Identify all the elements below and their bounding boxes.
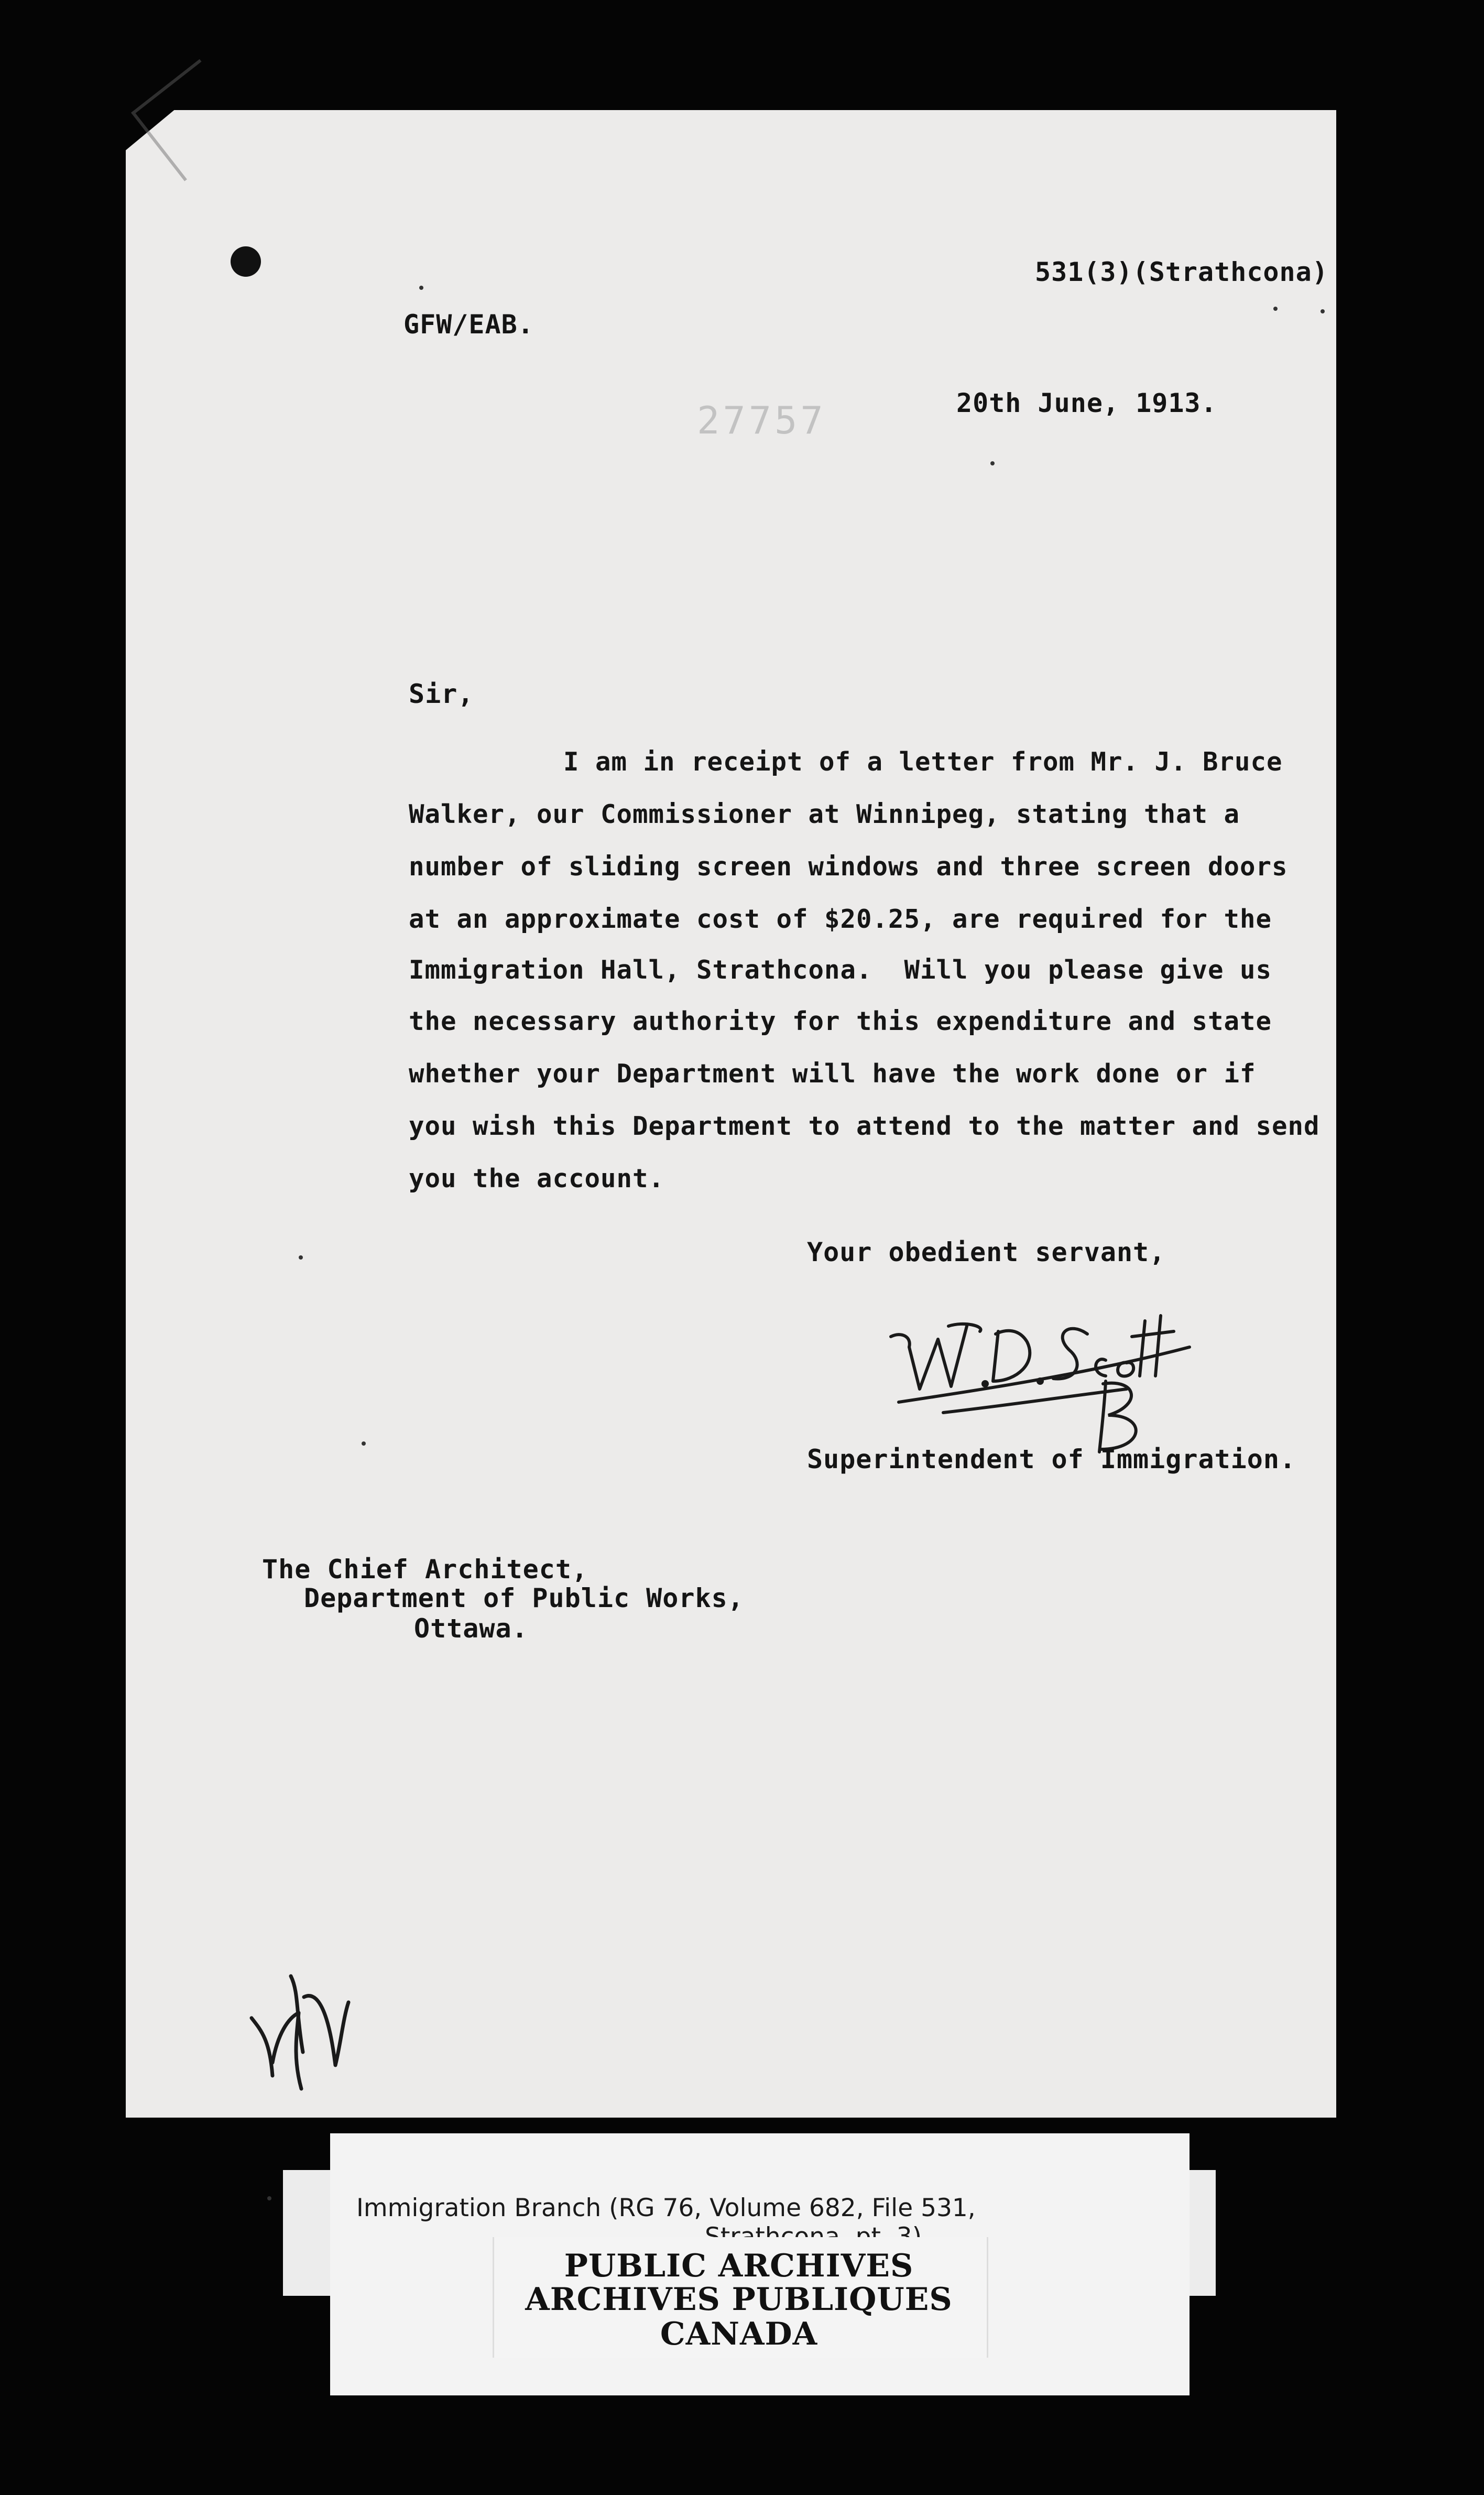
body-line: at an approximate cost of $20.25, are required for the <box>409 904 1272 934</box>
body-line: whether your Department will have the work done or if <box>409 1059 1256 1089</box>
salutation: Sir, <box>409 679 474 709</box>
signer-title: Superintendent of Immigration. <box>807 1444 1296 1474</box>
registry-stamp: 27757 <box>697 398 826 442</box>
file-reference: 531(3)(Strathcona) <box>1035 257 1328 287</box>
body-line: Immigration Hall, Strathcona. Will you please give us <box>409 955 1272 985</box>
body-line: number of sliding screen windows and three screen doors <box>409 852 1288 882</box>
body-line: the necessary authority for this expenditure and state <box>409 1006 1272 1036</box>
archive-stamp-line: ARCHIVES PUBLIQUES <box>525 2281 953 2318</box>
archive-stamp-line: PUBLIC ARCHIVES <box>564 2248 914 2284</box>
archive-source-line: Immigration Branch (RG 76, Volume 682, File 531, <box>356 2194 976 2222</box>
recipient-line: Department of Public Works, <box>304 1583 744 1613</box>
closing: Your obedient servant, <box>807 1237 1166 1267</box>
punch-hole <box>231 246 261 277</box>
body-line: Walker, our Commissioner at Winnipeg, stating that a <box>409 799 1240 829</box>
body-line: I am in receipt of a letter from Mr. J. Bruce <box>563 747 1283 777</box>
recipient-line: Ottawa. <box>414 1613 528 1644</box>
typist-initials: GFW/EAB. <box>403 309 534 340</box>
body-line: you wish this Department to attend to the matter and send <box>409 1111 1320 1141</box>
letter-date: 20th June, 1913. <box>956 388 1217 418</box>
margin-mark <box>241 1939 356 2097</box>
signature <box>880 1289 1205 1441</box>
body-line: you the account. <box>409 1164 665 1194</box>
archive-stamp-line: CANADA <box>660 2316 818 2352</box>
recipient-line: The Chief Architect, <box>262 1554 588 1585</box>
